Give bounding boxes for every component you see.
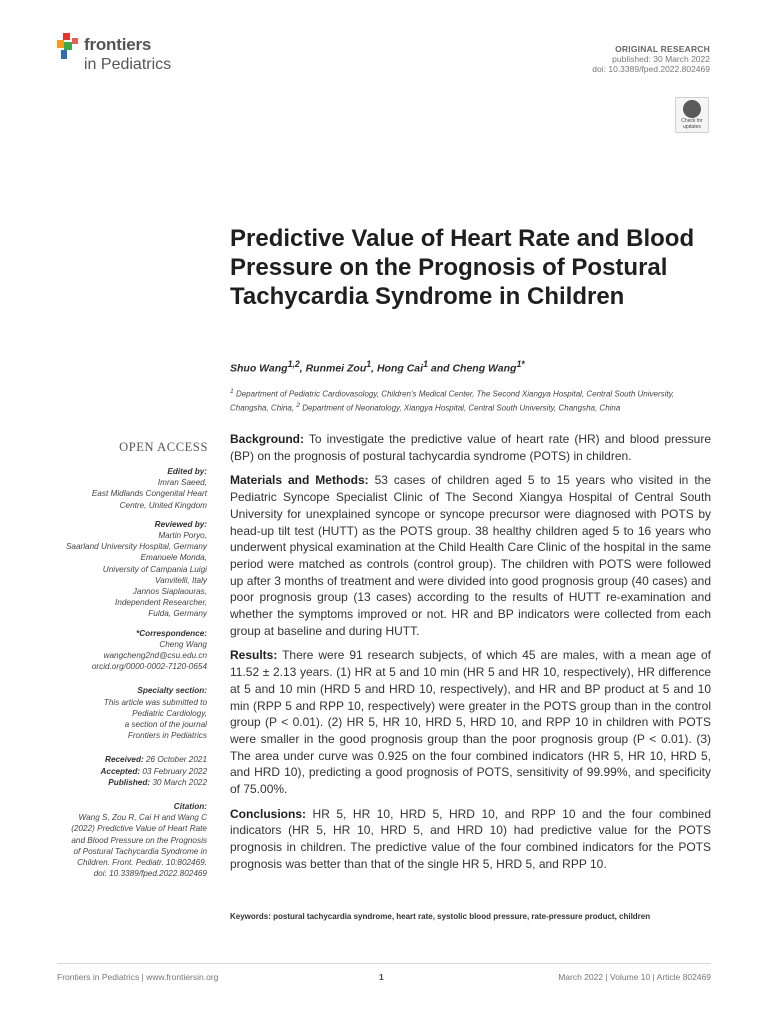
affiliation-number: 2 [296, 402, 300, 410]
citation-line: of Postural Tachycardia Syndrome in [73, 846, 207, 856]
check-for-updates-badge[interactable] [675, 97, 709, 133]
citation-line: Wang S, Zou R, Cai H and Wang C [78, 813, 207, 823]
published-label: Published: [108, 777, 151, 787]
received-date [40, 754, 207, 765]
published-date: published: 30 March 2022 [612, 54, 710, 64]
journal-subtitle: in Pediatrics [84, 56, 172, 73]
frontiers-logo-icon [57, 33, 81, 59]
citation-line: Children. Front. Pediatr. 10:802469. [77, 858, 207, 868]
section-label: Conclusions: [230, 806, 307, 821]
section-text: There were 91 research subjects, of which 45 are males, with a mean age of 11.52 ± 2.13 years. (1) HR at 5 and 10 min (HR 5 and HR 10, respectively), HR difference at 5 and 10 min (HRD 5 and HRD 10, respectively), and HR and BP product at 5 and 10 min (RPP 5 and RPP 10, respectively) were greater in the POTS group than in the control group (P < 0.01). (2) HR 5, HR 10, HRD 5, HRD 10, and RPP 10 in children with POTS were smaller in the good prognosis group than the poor prognosis group (P < 0.01). (3) The area under curve was 0.925 on the four combined indicators (HR 5, HR 10, HRD 5, and HRD 10), predicting a good prognosis of POTS, sensitivity of 99.99%, and specificity of 75.00%. [230, 648, 711, 797]
editor-line: Imran Saeed, [157, 478, 207, 488]
reviewed-by-heading: Reviewed by: [154, 519, 207, 529]
author-affiliation-mark: 1 [366, 359, 372, 369]
reviewer-line: Vanvitelli, Italy [154, 575, 207, 585]
correspondence-heading: *Correspondence: [136, 628, 207, 638]
citation-heading: Citation: [173, 802, 207, 812]
reviewer-line: Emanuele Monda, [140, 553, 207, 563]
specialty-line: This article was submitted to [103, 697, 207, 707]
article-meta [592, 44, 710, 74]
article-type: ORIGINAL RESEARCH [615, 44, 710, 54]
correspondence-orcid[interactable]: orcid.org/0000-0002-7120-0654 [91, 662, 207, 672]
affiliation-text: Department of Neonatology, Xiangya Hospital, Central South University, Changsha, China [302, 403, 621, 413]
reviewer-line: Saarland University Hospital, Germany [65, 542, 207, 552]
check-for-updates-label: Check for updates [681, 118, 703, 130]
section-label: Materials and Methods: [230, 473, 369, 488]
section-text: 53 cases of children aged 5 to 15 years who visited in the Pediatric Syncope Specialist Clinic of The Second Xiangya Hospital of Central South University for unexplained syncope or syncope precursor were diagnosed with POTS by head-up tilt test (HUTT) as the POTS group. 38 healthy children aged 5 to 16 years who underwent physical examination at the Child Health Care Clinic of the hospital in the same period were matched as controls (control group). The children with POTS were followed up after 3 months of treatment and were divided into good prognosis group (40 cases) and poor prognosis group (13 cases) according to the results of HUTT re-examination and whether the symptoms improved or not. HR and BP indicators were collected from each group at baseline and during HUTT. [230, 473, 711, 638]
correspondence-name: Cheng Wang [159, 639, 207, 649]
reviewer-line: Fulda, Germany [148, 609, 207, 619]
author-name[interactable]: Hong Cai [376, 362, 424, 375]
journal-brand: frontiers [84, 35, 152, 54]
abstract-methods [230, 472, 711, 639]
received-value: 26 October 2021 [146, 755, 207, 765]
editor-line: East Midlands Congenital Heart [91, 489, 207, 499]
reviewer-line: Independent Researcher, [115, 598, 207, 608]
author-name[interactable]: Shuo Wang [230, 362, 288, 375]
article-title: Predictive Value of Heart Rate and Blood Pressure on the Prognosis of Postural Tachycardia Syndrome in Children [230, 225, 695, 310]
affiliation-text: Department of Pediatric Cardiovasology, Children's Medical Center, The Second Xiangya Hospital, Central South University, Changsha, China, [230, 389, 675, 413]
section-label: Results: [230, 648, 278, 663]
reviewer-line: Jannos Siaplaouras, [132, 587, 207, 597]
correspondence-email[interactable]: wangcheng2nd@csu.edu.cn [103, 651, 207, 661]
page-number: 1 [379, 972, 384, 982]
article-sidebar [40, 466, 207, 880]
affiliation-number: 1 [230, 388, 234, 395]
abstract-results [230, 647, 711, 797]
specialty-line: Frontiers in Pediatrics [127, 731, 207, 741]
editor-line: Centre, United Kingdom [119, 500, 207, 510]
footer-journal[interactable]: Frontiers in Pediatrics | www.frontiersin.org [57, 972, 219, 982]
reviewer-line: University of Campania Luigi [102, 564, 207, 574]
specialty-line: a section of the journal [124, 720, 207, 730]
reviewer-line: Martin Poryo, [158, 531, 207, 541]
citation-line: and Blood Pressure on the Prognosis [71, 835, 207, 845]
author-name[interactable]: Runmei Zou [305, 362, 367, 375]
open-access-label: OPEN ACCESS [119, 440, 208, 454]
author-affiliation-mark: 1,2 [287, 359, 300, 369]
abstract-background [230, 431, 711, 464]
footer-divider [57, 963, 711, 964]
citation-line: (2022) Predictive Value of Heart Rate [71, 824, 207, 834]
footer-issue: March 2022 | Volume 10 | Article 802469 [558, 972, 711, 982]
received-label: Received: [105, 755, 144, 765]
citation-doi[interactable]: doi: 10.3389/fped.2022.802469 [93, 869, 207, 879]
specialty-line: Pediatric Cardiology, [132, 708, 207, 718]
affiliations [230, 386, 712, 414]
accepted-date [40, 766, 207, 777]
section-text: HR 5, HR 10, HRD 5, HRD 10, and RPP 10 and the four combined indicators (HR 5, HR 10, HRD 5, and HRD 10) had predictive value for the POTS prognosis in children. The predictive value of the four combined indicators for the POTS prognosis was better than that of the single HR 5, HRD 5, and RPP 10. [230, 806, 711, 871]
author-affiliation-mark: 1* [516, 359, 525, 369]
published-value: 30 March 2022 [152, 777, 207, 787]
author-affiliation-mark: 1 [423, 359, 428, 369]
bookmark-icon [683, 100, 701, 118]
edited-by-heading: Edited by: [167, 467, 207, 476]
keywords: Keywords: postural tachycardia syndrome, heart rate, systolic blood pressure, rate-pressure product, children [230, 912, 651, 921]
section-label: Background: [230, 432, 305, 446]
abstract-conclusions [230, 806, 711, 873]
journal-logo[interactable] [57, 33, 187, 79]
abstract [230, 431, 711, 881]
published-date-sidebar [40, 777, 207, 788]
author-list: Shuo Wang$^{1,2}$, Runmei Zou$^1$, Hong Cai$^1$ and Cheng Wang$^{1*}$ [230, 359, 525, 375]
specialty-heading: Specialty section: [137, 686, 207, 696]
author-name[interactable]: Cheng Wang [452, 362, 517, 375]
article-doi[interactable]: doi: 10.3389/fped.2022.802469 [592, 64, 710, 74]
accepted-value: 03 February 2022 [142, 766, 207, 776]
section-text: To investigate the predictive value of heart rate (HR) and blood pressure (BP) on the prognosis of postural tachycardia syndrome (POTS) in children. [230, 432, 712, 463]
accepted-label: Accepted: [100, 766, 141, 776]
